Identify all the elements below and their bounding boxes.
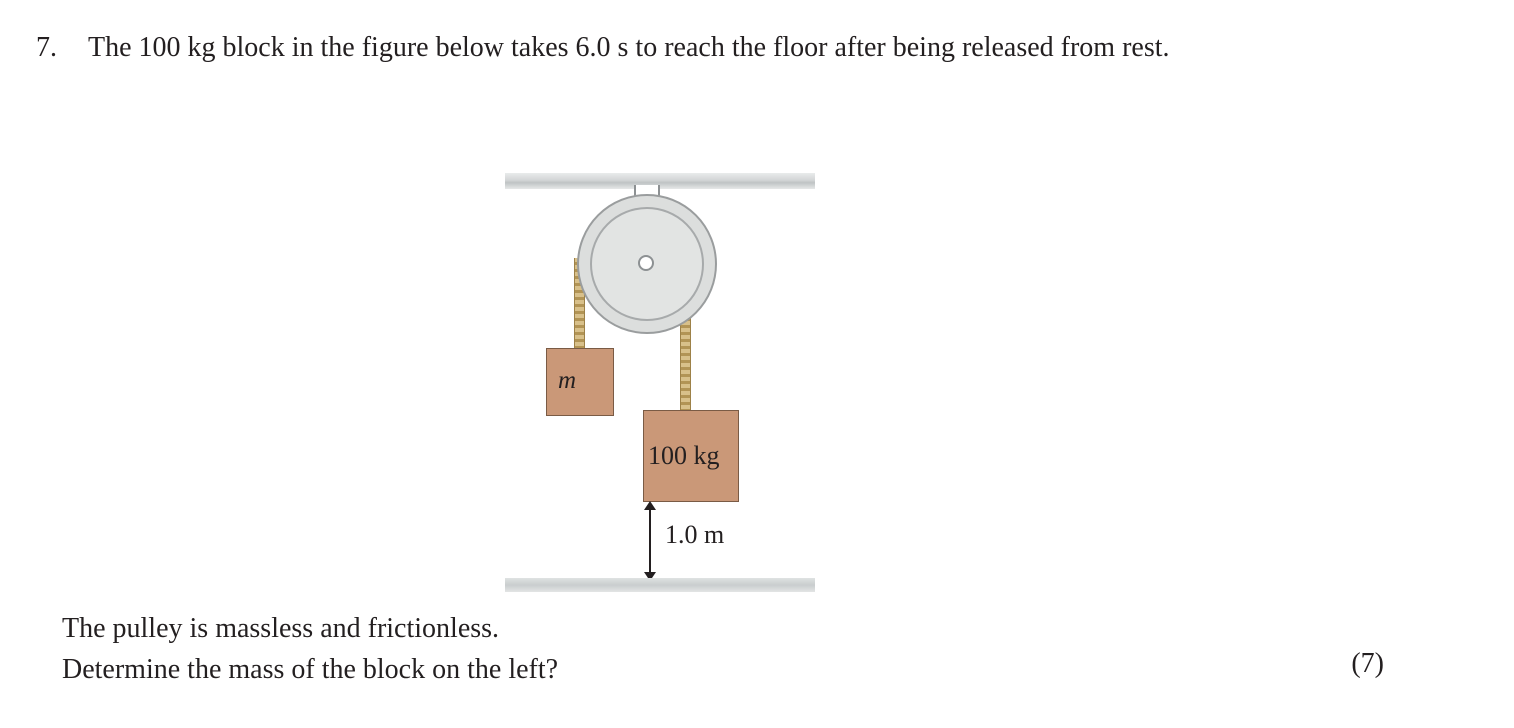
block-right bbox=[643, 410, 739, 502]
footer-line-2: Determine the mass of the block on the left? bbox=[62, 654, 559, 686]
block-right-label: 100 kg bbox=[648, 441, 720, 470]
footer-line-1: The pulley is massless and frictionless. bbox=[62, 613, 500, 644]
pulley-figure bbox=[480, 160, 880, 610]
question-block bbox=[36, 28, 1376, 69]
question-number: 7. bbox=[36, 32, 57, 63]
footer-text bbox=[62, 608, 558, 691]
ceiling-surface bbox=[505, 173, 815, 189]
marks-value: (7) bbox=[1351, 648, 1384, 679]
question-text: The 100 kg block in the figure below takes 6.0 s to reach the floor after being released from rest. bbox=[88, 32, 1170, 63]
pulley-axle-icon bbox=[638, 255, 654, 271]
dimension-label: 1.0 m bbox=[665, 520, 725, 549]
block-left bbox=[546, 348, 614, 416]
block-left-label: m bbox=[558, 367, 577, 394]
floor-surface bbox=[505, 578, 815, 592]
dimension-line bbox=[649, 504, 651, 580]
